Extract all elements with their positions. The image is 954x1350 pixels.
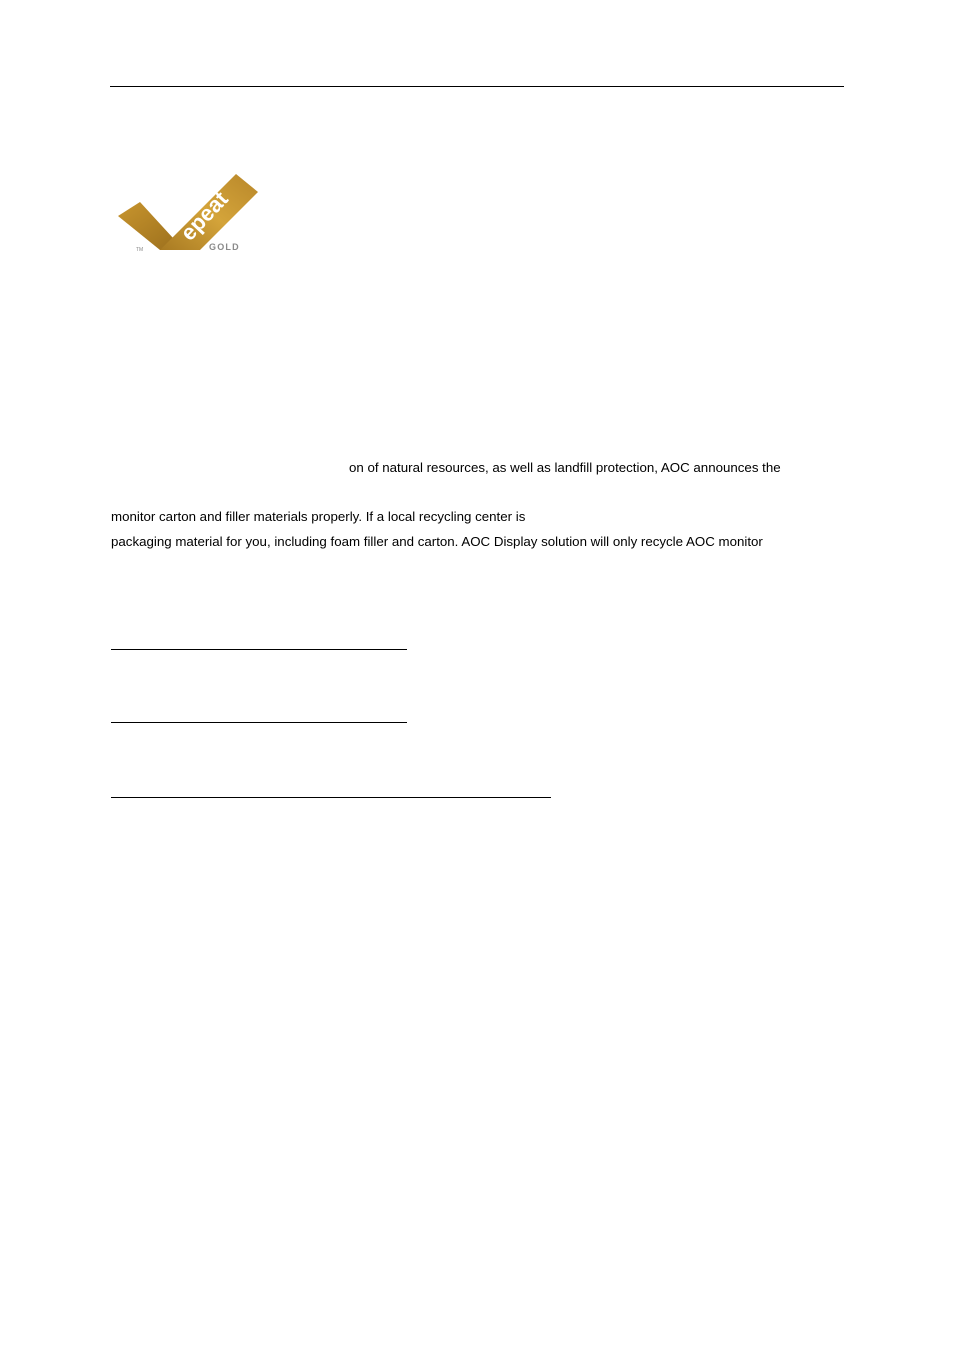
epeat-gold-logo	[112, 168, 262, 258]
epeat-logo-icon	[112, 168, 262, 258]
body-text-line: monitor carton and filler materials properly. If a local recycling center is	[111, 509, 526, 524]
logo-tier-text: GOLD	[209, 242, 240, 252]
link-underline	[111, 722, 407, 723]
body-text-line: packaging material for you, including foam filler and carton. AOC Display solution will only recycle AOC monitor	[111, 534, 763, 549]
link-underline	[111, 649, 407, 650]
header-rule	[110, 86, 844, 87]
logo-trademark: TM	[136, 247, 144, 253]
logo-brand-text: epeat	[175, 186, 233, 246]
link-underline	[111, 797, 551, 798]
body-text-line: on of natural resources, as well as landfill protection, AOC announces the	[349, 460, 781, 475]
